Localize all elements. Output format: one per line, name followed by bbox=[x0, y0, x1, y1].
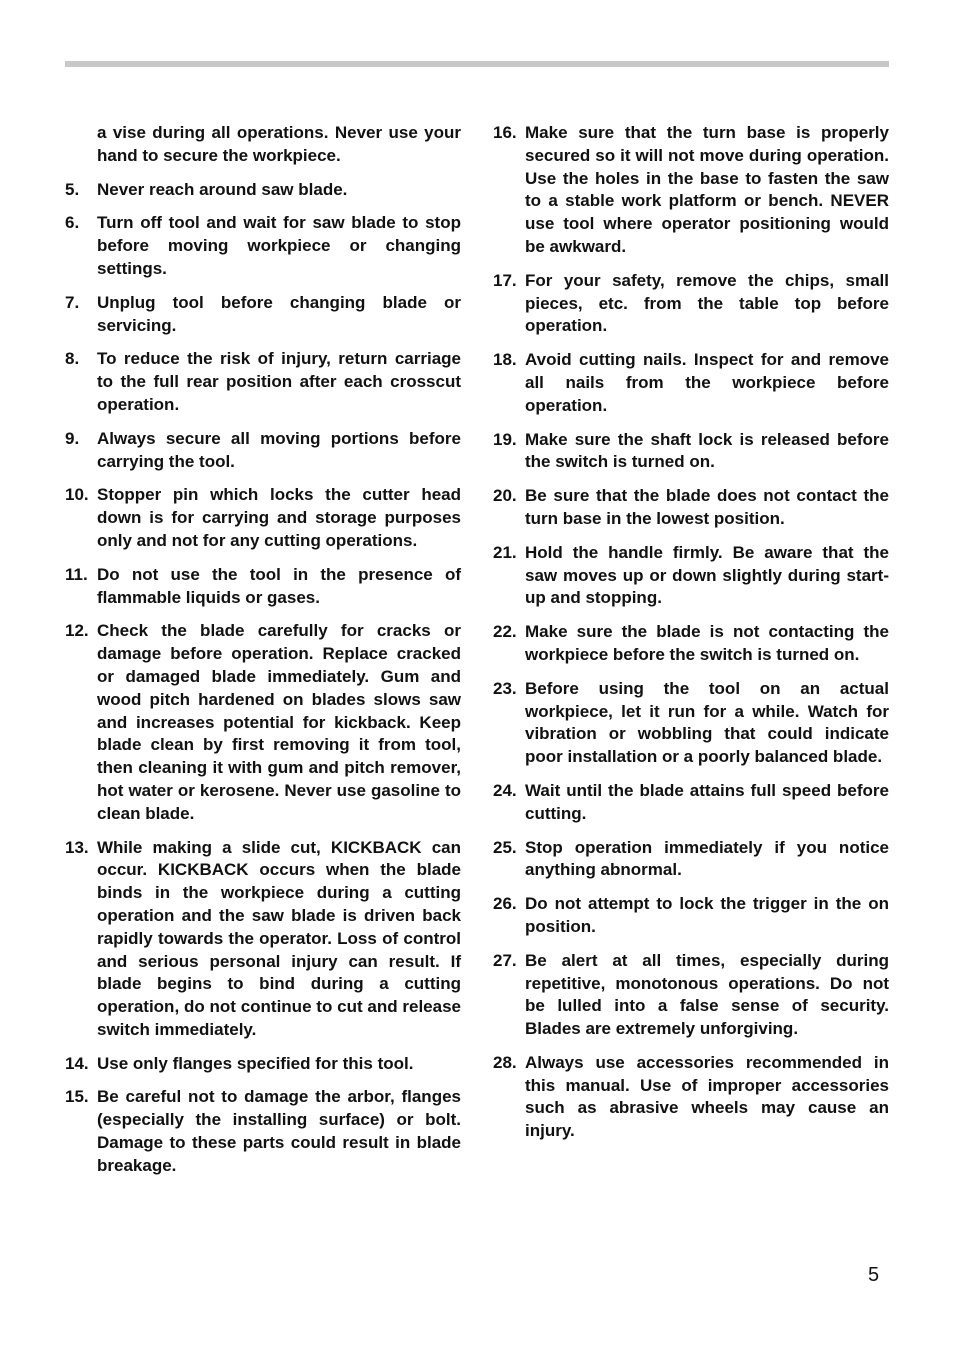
item-number: 11. bbox=[65, 564, 88, 584]
item-text: Stopper pin which locks the cutter head down is for carrying and storage purposes only and not for any cutting operations. bbox=[97, 485, 461, 550]
list-item bbox=[493, 429, 889, 475]
item-number: 18. bbox=[493, 350, 517, 370]
item-text: Before using the tool on an actual workpiece, let it run for a while. Watch for vibration or wobbling that could indicate poor installation or a poorly balanced blade. bbox=[525, 678, 889, 767]
list-item bbox=[65, 348, 461, 416]
item-number: 24. bbox=[493, 780, 517, 800]
item-number: 20. bbox=[493, 486, 517, 506]
list-item bbox=[65, 428, 461, 474]
item-text: Avoid cutting nails. Inspect for and remove all nails from the workpiece before operation. bbox=[525, 350, 889, 415]
list-item bbox=[493, 485, 889, 531]
item-number: 10. bbox=[65, 485, 89, 505]
item-number: 21. bbox=[493, 542, 517, 562]
list-item bbox=[65, 837, 461, 1042]
list-item bbox=[493, 621, 889, 667]
item-text: Hold the handle firmly. Be aware that the saw moves up or down slightly during start-up and stopping. bbox=[525, 542, 889, 608]
right-column bbox=[493, 122, 889, 1154]
header-rule bbox=[65, 61, 889, 67]
item-number: 13. bbox=[65, 837, 89, 857]
item-number: 12. bbox=[65, 621, 89, 641]
item-text: To reduce the risk of injury, return carriage to the full rear position after each crosscut operation. bbox=[97, 349, 461, 414]
list-item bbox=[493, 950, 889, 1041]
item-text: Use only flanges specified for this tool. bbox=[97, 1053, 414, 1073]
item-text: Always secure all moving portions before carrying the tool. bbox=[97, 428, 461, 471]
item-number: 28. bbox=[493, 1052, 517, 1072]
page-number: 5 bbox=[868, 1264, 880, 1286]
item-text: Unplug tool before changing blade or servicing. bbox=[97, 292, 461, 335]
list-item bbox=[65, 292, 461, 338]
item-text: Do not attempt to lock the trigger in the on position. bbox=[525, 894, 889, 936]
item-number: 19. bbox=[493, 429, 517, 449]
item-text: Never reach around saw blade. bbox=[97, 179, 348, 199]
left-column bbox=[65, 122, 461, 1189]
list-item bbox=[65, 484, 461, 552]
item-text: Make sure the blade is not contacting the workpiece before the switch is turned on. bbox=[525, 622, 889, 664]
item-text: Be sure that the blade does not contact the turn base in the lowest position. bbox=[525, 486, 889, 528]
item-text: Turn off tool and wait for saw blade to stop before moving workpiece or changing settings. bbox=[97, 213, 461, 278]
list-item bbox=[65, 620, 461, 825]
item-number: 16. bbox=[493, 123, 517, 142]
item-text: Be careful not to damage the arbor, flanges (especially the installing surface) or bolt. Damage to these parts could result in blade breakage. bbox=[97, 1087, 461, 1175]
list-item bbox=[65, 212, 461, 280]
list-item bbox=[493, 349, 889, 417]
list-item bbox=[493, 270, 889, 338]
item-number: 22. bbox=[493, 622, 517, 642]
list-item bbox=[493, 1052, 889, 1143]
item-text: a vise during all operations. Never use your hand to secure the workpiece. bbox=[97, 123, 461, 165]
list-item bbox=[493, 780, 889, 826]
item-text: Make sure the shaft lock is released before the switch is turned on. bbox=[525, 429, 889, 472]
list-item bbox=[65, 179, 461, 202]
list-item bbox=[493, 122, 889, 259]
item-text: Make sure that the turn base is properly secured so it will not move during operation. Use the holes in the base to fasten the saw to a stable work platform or bench. NEVER use tool where operator positioning would be awkward. bbox=[525, 123, 889, 256]
item-number: 6. bbox=[65, 213, 80, 233]
item-text: Be alert at all times, especially during repetitive, monotonous operations. Do not be lulled into a false sense of security. Blades are extremely unforgiving. bbox=[525, 950, 889, 1039]
item-number: 7. bbox=[65, 292, 80, 312]
item-number: 5. bbox=[65, 179, 80, 199]
item-text: Stop operation immediately if you notice anything abnormal. bbox=[525, 837, 889, 880]
item-number: 14. bbox=[65, 1053, 89, 1073]
list-item bbox=[493, 678, 889, 769]
item-text: For your safety, remove the chips, small pieces, etc. from the table top before operation. bbox=[525, 270, 889, 336]
list-item bbox=[65, 1053, 461, 1076]
list-item bbox=[493, 542, 889, 610]
item-number: 15. bbox=[65, 1087, 89, 1107]
item-number: 8. bbox=[65, 349, 80, 369]
item-text: Always use accessories recommended in this manual. Use of improper accessories such as abrasive wheels may cause an injury. bbox=[525, 1052, 889, 1141]
item-number: 26. bbox=[493, 894, 517, 914]
item-text: While making a slide cut, KICKBACK can occur. KICKBACK occurs when the blade binds in the workpiece during a cutting operation and the saw blade is driven back rapidly towards the operator. Loss of control and serious personal injury can result. If blade begins to bind during a cutting operation, do not continue to cut and release switch immediately. bbox=[97, 837, 461, 1039]
item-number: 25. bbox=[493, 837, 517, 857]
item-number: 9. bbox=[65, 428, 80, 448]
item-text: Check the blade carefully for cracks or damage before operation. Replace cracked or damaged blade immediately. Gum and wood pitch hardened on blades slows saw and increases potential for kickback. Keep blade clean by first removing it from tool, then cleaning it with gum and pitch remover, hot water or kerosene. Never use gasoline to clean blade. bbox=[97, 621, 461, 823]
list-item bbox=[65, 564, 461, 610]
item-number: 17. bbox=[493, 270, 517, 290]
item-number: 23. bbox=[493, 678, 517, 698]
item-text: Wait until the blade attains full speed before cutting. bbox=[525, 780, 889, 823]
item-text: Do not use the tool in the presence of flammable liquids or gases. bbox=[97, 564, 461, 607]
list-item bbox=[493, 893, 889, 939]
item-number: 27. bbox=[493, 950, 517, 970]
list-item bbox=[65, 1086, 461, 1177]
list-item bbox=[493, 837, 889, 883]
list-item bbox=[65, 122, 461, 168]
